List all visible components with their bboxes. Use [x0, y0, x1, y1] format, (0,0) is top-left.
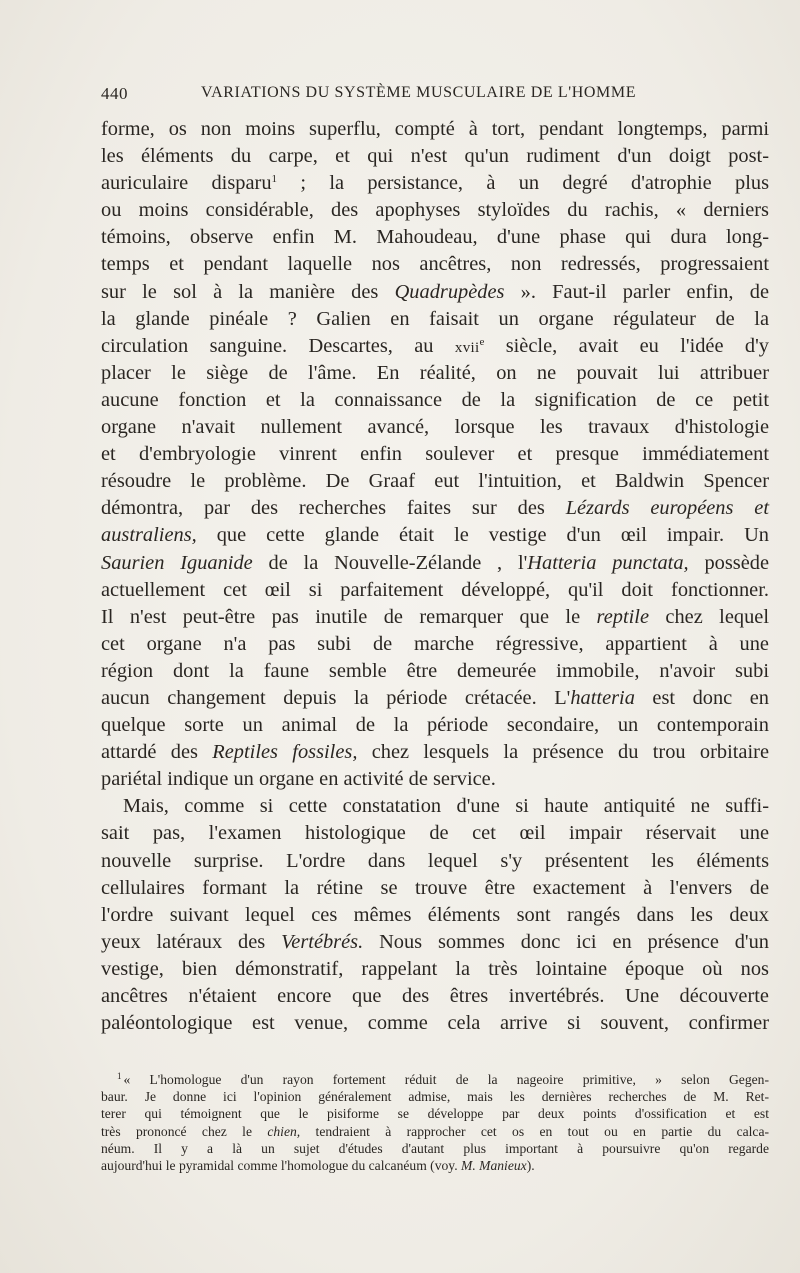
text-run: est donc en [634, 686, 769, 709]
italic-text: Saurien Iguanide [101, 551, 253, 574]
body-text [101, 116, 769, 1037]
text-line [101, 522, 769, 549]
text-run: siècle, avait eu l'idée d'y [484, 334, 769, 357]
text-run: témoins, observe enfin M. Mahoudeau, d'une phase qui dura long- [101, 226, 769, 249]
superscript: 1 [271, 173, 278, 186]
text-line [101, 143, 769, 170]
page-number: 440 [101, 84, 128, 103]
text-run: de la Nouvelle-Zélande , l' [252, 551, 528, 574]
text-line [101, 170, 769, 197]
footnote-block [101, 1071, 769, 1174]
footnote-marker: 1 [117, 1071, 122, 1081]
italic-text: Vertébrés. [281, 930, 364, 953]
text-line [101, 712, 769, 739]
text-line [101, 631, 769, 658]
text-run: forme, os non moins superflu, compté à tort, pendant longtemps, parmi [101, 118, 769, 140]
text-run: vestige, bien démonstratif, rappelant la très lointaine époque où nos [101, 957, 769, 980]
text-run: résoudre le problème. De Graaf eut l'intuition, et Baldwin Spencer [101, 470, 769, 493]
text-run: néum. Il y a là un sujet d'études d'autant plus important à poursuivre qu'on regarde [101, 1140, 769, 1156]
text-line [101, 333, 769, 360]
running-head [101, 84, 769, 108]
text-run: auriculaire disparu [101, 172, 272, 195]
text-line [101, 224, 769, 251]
text-run: cellulaires formant la rétine se trouve être exactement à l'envers de [101, 876, 769, 899]
text-run: l'ordre suivant lequel ces mêmes éléments sont rangés dans les deux [101, 903, 769, 926]
text-line [101, 793, 769, 820]
text-run: ». Faut-il parler enfin, de [504, 280, 769, 303]
text-line [101, 251, 769, 278]
text-line [101, 929, 769, 956]
italic-text: australiens, [101, 524, 197, 547]
text-run: ; la persistance, à un degré d'atrophie plus [277, 172, 769, 195]
text-run: pariétal indique un organe en activité de service. [101, 768, 496, 791]
text-line [101, 197, 769, 224]
text-run: possède [688, 551, 770, 574]
text-run: que cette glande était le vestige d'un œil impair. Un [196, 524, 769, 547]
text-run: région dont la faune semble être demeurée immobile, n'avoir subi [101, 659, 769, 682]
text-line [101, 577, 769, 604]
text-run: organe n'avait nullement avancé, lorsque les travaux d'histologie [101, 416, 769, 439]
italic-text: Quadrupèdes [394, 280, 505, 303]
text-run: aucune fonction et la connaissance de la signification de ce petit [101, 388, 769, 411]
text-line [101, 983, 769, 1010]
text-line [101, 360, 769, 387]
text-line [101, 468, 769, 495]
superscript: e [479, 335, 485, 348]
text-run: attardé des [101, 741, 213, 764]
footnote-line [101, 1105, 769, 1122]
text-line [101, 685, 769, 712]
text-run: sur le sol à la manière des [101, 280, 395, 303]
text-run: et d'embryologie vinrent enfin soulever et presque immédiatement [101, 443, 769, 466]
text-run: terer qui témoignent que le pisiforme se développe par deux points d'ossification et est [101, 1106, 769, 1122]
text-run: actuellement cet œil si parfaitement développé, qu'il doit fonctionner. [101, 578, 769, 601]
text-run: la glande pinéale ? Galien en faisait un organe régulateur de la [101, 307, 769, 330]
text-line [101, 739, 769, 766]
text-run: chez lequel [649, 605, 769, 628]
text-line [101, 387, 769, 414]
small-caps-text: xvii [454, 339, 480, 356]
text-run: très prononcé chez le [101, 1123, 268, 1139]
text-line [101, 279, 769, 306]
text-run: aucun changement depuis la période crétacée. L' [101, 686, 571, 709]
text-line [101, 848, 769, 875]
text-run: Il n'est peut-être pas inutile de remarquer que le [101, 605, 597, 628]
text-line [101, 306, 769, 333]
text-line [101, 820, 769, 847]
running-title: VARIATIONS DU SYSTÈME MUSCULAIRE DE L'HOMME [201, 84, 637, 101]
text-line [101, 495, 769, 522]
text-line [101, 1010, 769, 1037]
footnote-line [101, 1088, 769, 1105]
text-run: démontra, par des recherches faites sur des [101, 497, 566, 520]
italic-text: hatteria [570, 686, 635, 709]
text-line [101, 875, 769, 902]
text-run: ). [526, 1157, 535, 1173]
text-line [101, 766, 769, 793]
text-run: aujourd'hui le pyramidal comme l'homologue du calcanéum (voy. [101, 1157, 461, 1173]
text-run: temps et pendant laquelle nos ancêtres, non redressés, progressaient [101, 253, 769, 276]
text-run: les éléments du carpe, et qui n'est qu'un rudiment d'un doigt post- [101, 145, 769, 168]
italic-text: Lézards européens et [565, 497, 769, 520]
text-line [101, 116, 769, 143]
italic-text: chien, [267, 1123, 301, 1139]
text-line [101, 414, 769, 441]
text-run: Mais, comme si cette constatation d'une si haute antiquité ne suffi- [123, 795, 769, 818]
text-line [101, 441, 769, 468]
text-run: ancêtres n'étaient encore que des êtres invertébrés. Une découverte [101, 985, 769, 1007]
text-line [101, 956, 769, 983]
text-run: sait pas, l'examen histologique de cet œil impair réservait une [101, 822, 769, 845]
text-run: yeux latéraux des [101, 930, 282, 953]
text-run: « L'homologue d'un rayon fortement réduit de la nageoire primitive, » selon Gegen- [123, 1072, 769, 1087]
text-run: paléontologique est venue, comme cela arrive si souvent, confirmer [101, 1012, 769, 1035]
footnote-line [101, 1071, 769, 1088]
text-run: quelque sorte un animal de la période secondaire, un contemporain [101, 714, 769, 737]
text-run: chez lesquels la présence du trou orbitaire [357, 741, 769, 764]
footnote-line [101, 1123, 769, 1140]
italic-text: M. Manieux [461, 1157, 527, 1173]
text-line [101, 550, 769, 577]
text-line [101, 604, 769, 631]
footnote-line [101, 1157, 769, 1174]
italic-text: reptile [596, 605, 650, 628]
text-run: tendraient à rapprocher cet os en tout ou en partie du calca- [300, 1123, 770, 1139]
text-line [101, 658, 769, 685]
text-run: cet organe n'a pas subi de marche régressive, appartient à une [101, 632, 769, 655]
text-run: ou moins considérable, des apophyses styloïdes du rachis, « derniers [101, 199, 769, 222]
text-line [101, 902, 769, 929]
text-run: baur. Je donne ici l'opinion généralement admise, mais les dernières recherches de M. Ret- [101, 1089, 769, 1105]
italic-text: Reptiles fossiles, [212, 741, 358, 764]
text-run: placer le siège de l'âme. En réalité, on ne pouvait lui attribuer [101, 361, 769, 384]
footnote-line [101, 1140, 769, 1157]
italic-text: Hatteria punctata, [527, 551, 689, 574]
text-run: nouvelle surprise. L'ordre dans lequel s'y présentent les éléments [101, 849, 769, 872]
text-run: Nous sommes donc ici en présence d'un [363, 930, 769, 953]
text-run: circulation sanguine. Descartes, au [101, 334, 455, 357]
